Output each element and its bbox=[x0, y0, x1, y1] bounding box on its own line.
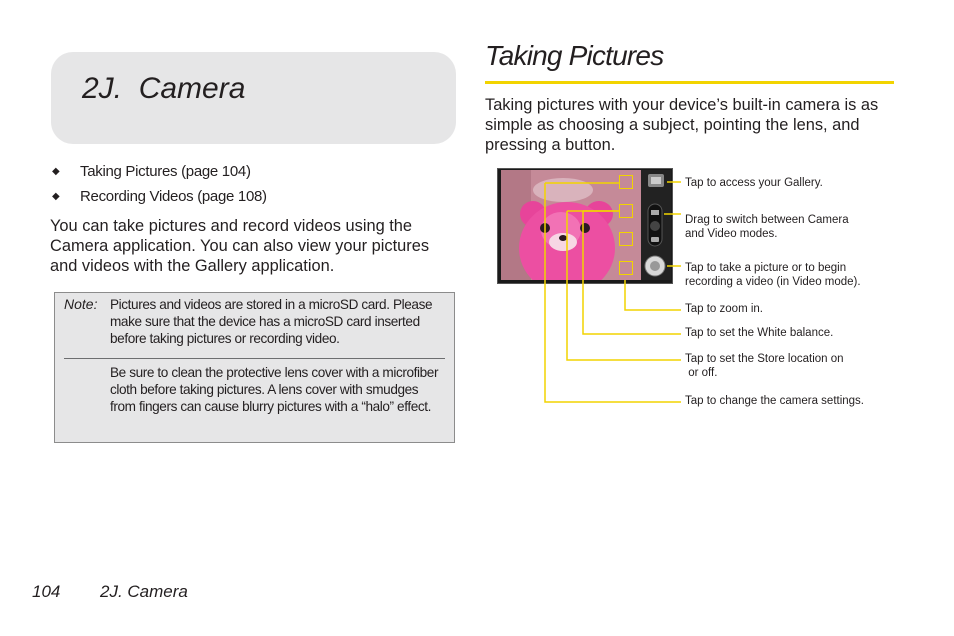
callout-gallery: Tap to access your Gallery. bbox=[685, 177, 823, 189]
callout-store-location: Tap to set the Store location on or off. bbox=[685, 353, 844, 379]
note-label: Note: bbox=[64, 296, 98, 312]
callout-mode-switch: Drag to switch between Camera and Video modes. bbox=[685, 214, 849, 240]
chapter-title: 2J. Camera bbox=[82, 72, 246, 105]
callout-settings: Tap to change the camera settings. bbox=[685, 395, 864, 407]
toc-item-label: Taking Pictures (page 104) bbox=[80, 163, 251, 180]
note-paragraph: Be sure to clean the protective lens cover with a microfiber cloth before taking pictures. A lens cover with smudges from fingers can cause blurry pictures with a “halo” effect. bbox=[110, 365, 439, 414]
diamond-bullet-icon: ◆ bbox=[52, 191, 60, 202]
section-body: Taking pictures with your device’s built-in camera is as simple as choosing a subject, pointing the lens, and pressing a button. bbox=[485, 96, 879, 154]
footer-chapter: 2J. Camera bbox=[100, 582, 188, 601]
toc-item-label: Recording Videos (page 108) bbox=[80, 188, 267, 205]
diamond-bullet-icon: ◆ bbox=[52, 166, 60, 177]
note-paragraph: Pictures and videos are stored in a microSD card. Please make sure that the device has a microSD card inserted before taking pictures or recording video. bbox=[110, 297, 433, 346]
page-number: 104 bbox=[32, 582, 61, 601]
callout-white-balance: Tap to set the White balance. bbox=[685, 327, 834, 339]
section-title: Taking Pictures bbox=[485, 40, 664, 71]
callout-zoom: Tap to zoom in. bbox=[685, 303, 763, 315]
callout-shutter: Tap to take a picture or to begin recording a video (in Video mode). bbox=[685, 262, 861, 288]
intro-paragraph: You can take pictures and record videos using the Camera application. You can also view your pictures and videos with the Gallery application. bbox=[50, 217, 430, 275]
